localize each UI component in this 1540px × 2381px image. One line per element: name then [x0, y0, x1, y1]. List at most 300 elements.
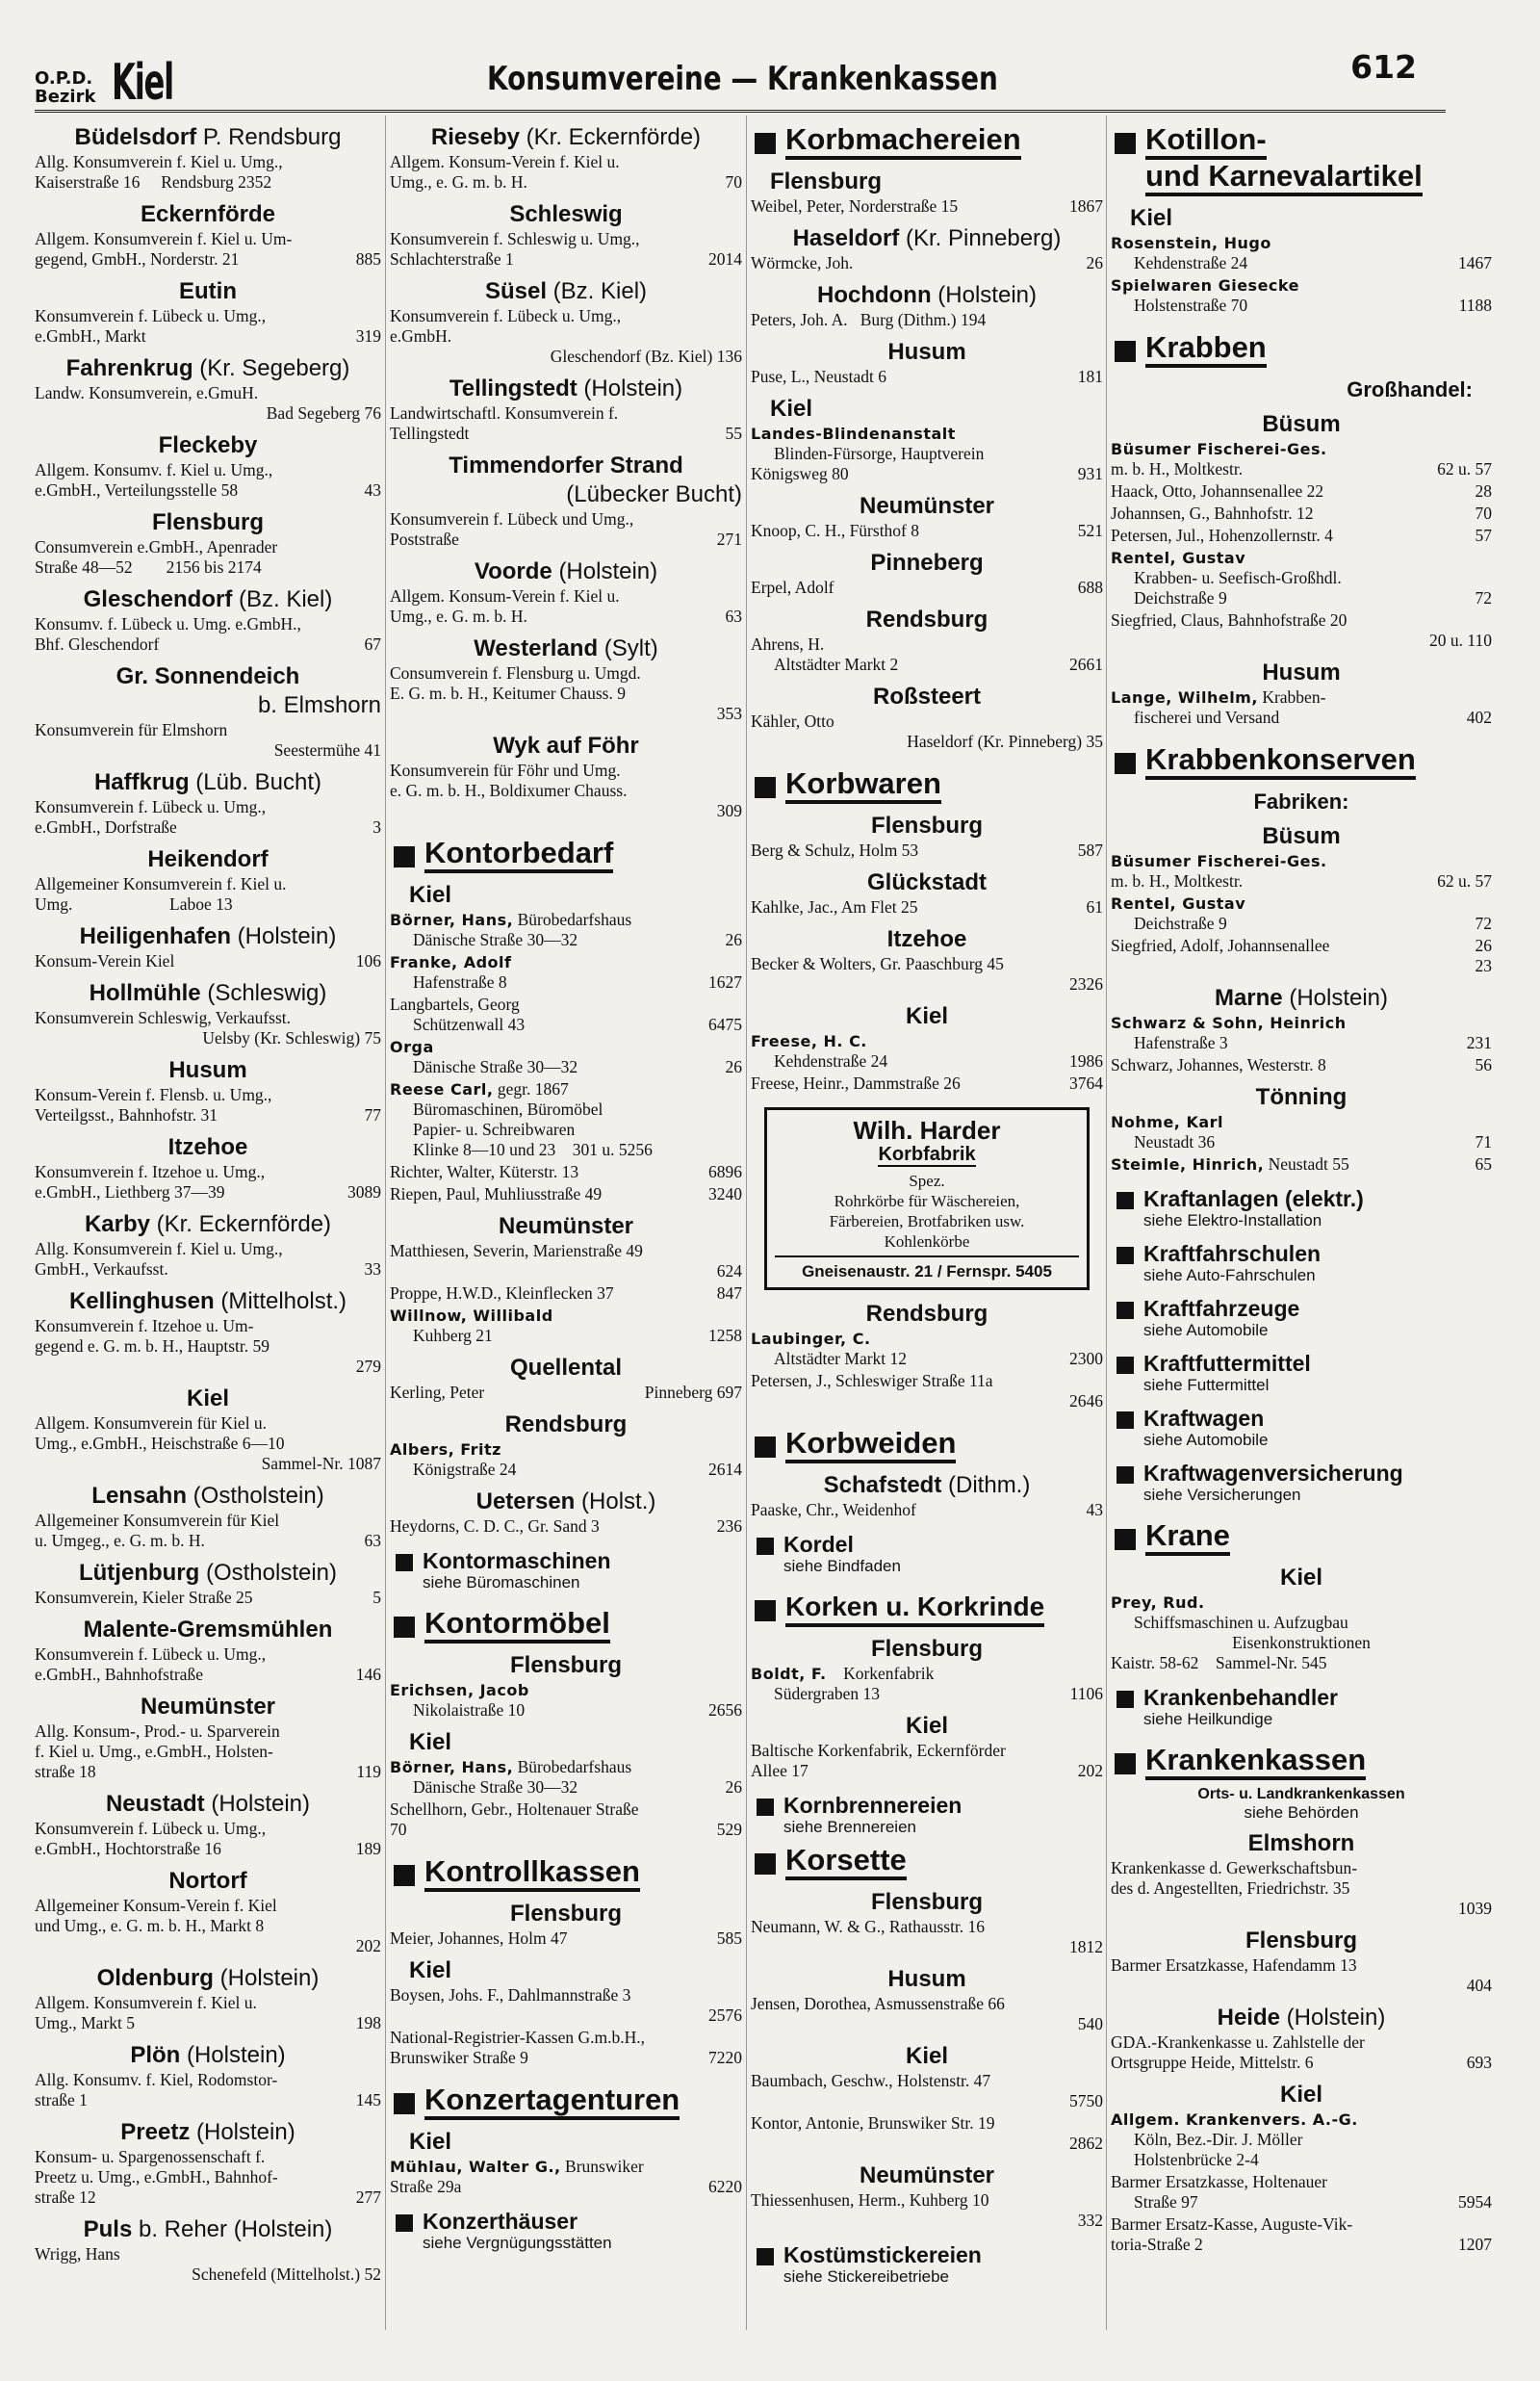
entry: Freese, Heinr., Dammstraße 26 3764	[751, 1074, 1103, 1093]
section-krane	[1111, 1519, 1492, 1556]
entry: Jensen, Dorothea, Asmussenstraße 66 540	[751, 1994, 1103, 2033]
section-kraftfuttermittel	[1111, 1351, 1492, 1376]
entry: Becker & Wolters, Gr. Paaschburg 45 2326	[751, 954, 1103, 994]
column-3	[751, 123, 1103, 2290]
entry: Nohme, Karl Neustadt 36 71	[1111, 1113, 1492, 1152]
entry: Weibel, Peter, Norderstraße 15 1867	[751, 196, 1103, 216]
town-heading: Gleschendorf (Bz. Kiel)	[83, 586, 333, 612]
section-kontorbedarf	[390, 837, 742, 873]
column-divider	[746, 116, 747, 2330]
section-title: Kontorbedarf	[424, 837, 613, 873]
advertisement-box	[764, 1107, 1090, 1290]
entry: Konsumv. f. Lübeck u. Umg. e.GmbH., Bhf. Gleschendorf 67	[35, 614, 381, 654]
entry: Proppe, H.W.D., Kleinflecken 37 847	[390, 1283, 742, 1303]
section-title: Krankenkassen	[1145, 1744, 1366, 1780]
section-square-icon	[757, 1799, 774, 1816]
entry: Barmer Ersatzkasse, Holtenauer Straße 97 5954	[1111, 2172, 1492, 2212]
entry: Allgem. Krankenvers. A.-G. Köln, Bez.-Dir. J. Möller Holstenbrücke 2-4	[1111, 2110, 1358, 2169]
entry: Knoop, C. H., Fürsthof 8 521	[751, 521, 1103, 540]
entry: Kahlke, Jac., Am Flet 25 61	[751, 897, 1103, 917]
town-heading: Flensburg	[509, 1652, 622, 1678]
entry: Rosenstein, Hugo Kehdenstraße 24 1467	[1111, 234, 1492, 272]
section-square-icon	[394, 1617, 415, 1638]
town-heading: Kiel	[409, 2129, 452, 2155]
see-reference: siehe Büromaschinen	[423, 1573, 580, 1592]
entry: Paaske, Chr., Weidenhof 43	[751, 1500, 1103, 1519]
section-korsette	[751, 1844, 1103, 1880]
entry: Haack, Otto, Johannsenallee 22 28	[1111, 481, 1492, 501]
entry: Albers, Fritz Königstraße 24 2614	[390, 1440, 742, 1479]
town-heading: Westerland (Sylt)	[474, 635, 658, 661]
section-square-icon	[1116, 1691, 1134, 1708]
town-heading: Büsum	[1262, 411, 1341, 437]
column-2	[390, 123, 742, 2256]
town-heading: Quellental	[509, 1355, 623, 1381]
section-title-line: und Karnevalartikel	[1145, 160, 1423, 196]
entry: Thiessenhusen, Herm., Kuhberg 10 332	[751, 2190, 1103, 2230]
town-heading: Neumünster	[859, 2162, 995, 2188]
entry: Konsumverein f. Lübeck u. Umg., e.GmbH. Gleschendorf (Bz. Kiel) 136	[390, 306, 742, 366]
see-reference: siehe Automobile	[1143, 1321, 1269, 1339]
town-heading: Husum	[168, 1057, 247, 1083]
town-heading: Karby (Kr. Eckernförde)	[84, 1211, 332, 1237]
town-heading: Roßsteert	[872, 684, 982, 710]
entry: Mühlau, Walter G., Brunswiker Straße 29a 6220	[390, 2157, 742, 2196]
entry: Konsumverein, Kieler Straße 25 5	[35, 1588, 381, 1607]
town-heading-suffix: b. Elmshorn	[257, 692, 381, 718]
page-header	[35, 46, 1424, 114]
entry: Consumverein e.GmbH., Apenrader Straße 48—52 2156 bis 2174	[35, 537, 278, 577]
entry: Konsumverein f. Lübeck u. Umg., e.GmbH., Bahnhofstraße 146	[35, 1644, 381, 1684]
section-square-icon	[1116, 1302, 1134, 1319]
entry: Allg. Konsumverein f. Kiel u. Umg., GmbH., Verkaufsst. 33	[35, 1239, 381, 1279]
section-title: Konzerthäuser	[423, 2209, 578, 2234]
town-heading: Kiel	[905, 1003, 948, 1029]
town-heading: Flensburg	[870, 813, 983, 839]
region-title: Kiel	[112, 54, 173, 112]
town-heading: Nortorf	[168, 1868, 247, 1894]
section-title: Kornbrennereien	[783, 1793, 962, 1818]
entry: Prey, Rud. Schiffsmaschinen u. Aufzugbau Eisenkonstruktionen Kaistr. 58-62 Sammel-Nr. 545	[1111, 1593, 1371, 1672]
see-reference: siehe Versicherungen	[1143, 1486, 1301, 1504]
section-konzerthaeuser	[390, 2209, 742, 2234]
entry: Büsumer Fischerei-Ges. m. b. H., Moltkestr. 62 u. 57	[1111, 852, 1492, 891]
entry: Allgem. Konsumverein f. Kiel u. Um- gegend, GmbH., Norderstr. 21 885	[35, 229, 381, 269]
town-heading-suffix: (Lübecker Bucht)	[566, 481, 742, 507]
bezirk-label: Bezirk	[35, 87, 96, 107]
town-heading: Kiel	[409, 882, 452, 908]
town-heading: Voorde (Holstein)	[474, 558, 658, 584]
entry: GDA.-Krankenkasse u. Zahlstelle der Ortsgruppe Heide, Mittelstr. 6 693	[1111, 2032, 1492, 2072]
ad-line: Kohlenkörbe	[884, 1232, 970, 1251]
town-heading: Timmendorfer Strand	[449, 453, 683, 479]
section-kraftwagen	[1111, 1406, 1492, 1431]
town-heading: Oldenburg (Holstein)	[96, 1965, 320, 1991]
section-square-icon	[394, 846, 415, 867]
town-heading: Kiel	[1279, 1565, 1322, 1591]
town-heading: Uetersen (Holst.)	[475, 1488, 656, 1514]
section-krankenbehandler	[1111, 1685, 1492, 1710]
town-heading: Marne (Holstein)	[1214, 985, 1389, 1011]
section-title: Krabben	[1145, 331, 1267, 368]
see-reference: siehe Stickereibetriebe	[783, 2267, 949, 2286]
section-title: Kostümstickereien	[783, 2242, 982, 2267]
section-title: Krane	[1145, 1519, 1230, 1556]
entry: Allgemeiner Konsum-Verein f. Kiel und Umg., e. G. m. b. H., Markt 8 202	[35, 1896, 381, 1955]
entry: Konsum-Verein f. Flensb. u. Umg., Verteilgsst., Bahnhofstr. 31 77	[35, 1085, 381, 1125]
town-heading: Flensburg	[870, 1636, 983, 1662]
section-kordel	[751, 1532, 1103, 1557]
section-square-icon	[1115, 341, 1136, 362]
section-korbwaren	[751, 767, 1103, 804]
entry: Petersen, Jul., Hohenzollernstr. 4 57	[1111, 526, 1492, 545]
entry: Orga Dänische Straße 30—32 26	[390, 1038, 742, 1076]
section-square-icon	[1116, 1192, 1134, 1209]
town-heading: Haffkrug (Lüb. Bucht)	[93, 769, 322, 795]
town-heading: Kiel	[905, 1713, 948, 1739]
section-title: Kraftfahrzeuge	[1143, 1296, 1300, 1321]
section-square-icon	[755, 1600, 776, 1621]
section-square-icon	[755, 1853, 776, 1875]
entry: Schwarz & Sohn, Heinrich Hafenstraße 3 231	[1111, 1014, 1492, 1052]
entry: Wrigg, Hans Schenefeld (Mittelholst.) 52	[35, 2244, 381, 2284]
sub-heading: Orts- u. Landkrankenkassen	[1197, 1786, 1405, 1802]
column-divider	[1106, 116, 1107, 2330]
town-heading: Rendsburg	[865, 607, 988, 633]
town-heading: Büsum	[1262, 823, 1341, 849]
entry: Siegfried, Adolf, Johannsenallee 23 26	[1111, 936, 1492, 975]
town-heading: Kiel	[905, 2043, 948, 2069]
entry: Berg & Schulz, Holm 53 587	[751, 841, 1103, 860]
entry: Allgemeiner Konsumverein f. Kiel u. Umg. Laboe 13	[35, 874, 287, 914]
town-heading: Hollmühle (Schleswig)	[89, 980, 327, 1006]
entry: Allg. Konsum-, Prod.- u. Sparverein f. Kiel u. Umg., e.GmbH., Holsten- straße 18 119	[35, 1721, 381, 1781]
see-reference: siehe Auto-Fahrschulen	[1143, 1266, 1316, 1284]
section-square-icon	[1115, 1529, 1136, 1550]
section-square-icon	[1115, 753, 1136, 774]
town-heading: Schleswig	[509, 201, 623, 227]
entry: Kähler, Otto Haseldorf (Kr. Pinneberg) 35	[751, 712, 1103, 751]
town-heading: Itzehoe	[167, 1134, 248, 1160]
section-title: Korken u. Korkrinde	[785, 1591, 1044, 1627]
entry: Konsumverein f. Itzehoe u. Um- gegend e. G. m. b. H., Hauptstr. 59 279	[35, 1316, 381, 1376]
town-heading: Fahrenkrug (Kr. Segeberg)	[65, 355, 350, 381]
section-kontrollkassen	[390, 1855, 742, 1892]
section-kontormoebel	[390, 1607, 742, 1643]
town-heading: Rendsburg	[865, 1301, 988, 1327]
town-heading: Heikendorf	[147, 846, 269, 872]
town-heading: Büdelsdorf P. Rendsburg	[74, 124, 342, 150]
section-kontormaschinen	[390, 1548, 742, 1573]
entry: Langbartels, Georg Schützenwall 43 6475	[390, 995, 742, 1034]
entry: Konsumverein f. Schleswig u. Umg., Schlachterstraße 1 2014	[390, 229, 742, 269]
town-heading: Neustadt (Holstein)	[105, 1791, 311, 1817]
entry: Riepen, Paul, Muhliusstraße 49 3240	[390, 1184, 742, 1203]
town-heading: Neumünster	[498, 1213, 634, 1239]
town-heading: Husum	[887, 1966, 966, 1992]
entry: Konsumverein f. Lübeck u. Umg., e.GmbH., Markt 319	[35, 306, 381, 346]
section-title: Kraftwagenversicherung	[1143, 1461, 1403, 1486]
town-heading: Haseldorf (Kr. Pinneberg)	[792, 225, 1062, 251]
entry: Baltische Korkenfabrik, Eckernförder Allee 17 202	[751, 1741, 1103, 1780]
entry: Konsumverein f. Lübeck u. Umg., e.GmbH., Dorfstraße 3	[35, 797, 381, 837]
section-title: Kraftfahrschulen	[1143, 1241, 1322, 1266]
entry: Allgem. Konsumverein f. Kiel u. Umg., Markt 5 198	[35, 1993, 381, 2032]
town-heading: Fleckeby	[158, 432, 258, 458]
section-korbweiden	[751, 1427, 1103, 1463]
entry: Landwirtschaftl. Konsumverein f. Tellingstedt 55	[390, 403, 742, 443]
entry: Reese Carl, gegr. 1867 Büromaschinen, Büromöbel Papier- u. Schreibwaren Klinke 8—10 und 23 301 u. 5256	[390, 1079, 653, 1159]
town-heading: Hochdonn (Holstein)	[816, 282, 1037, 308]
entry: Petersen, J., Schleswiger Straße 11a 2646	[751, 1371, 1103, 1410]
town-heading: Tellingstedt (Holstein)	[449, 375, 683, 401]
town-heading: Neumünster	[859, 493, 995, 519]
see-reference: siehe Behörden	[1244, 1803, 1359, 1822]
entry: Richter, Walter, Küterstr. 13 6896	[390, 1162, 742, 1181]
entry: Rentel, Gustav Deichstraße 9 72	[1111, 894, 1492, 933]
entry: Konsumverein f. Itzehoe u. Umg., e.GmbH., Liethberg 37—39 3089	[35, 1162, 381, 1202]
section-title: Korbweiden	[785, 1427, 956, 1463]
section-square-icon	[757, 1538, 774, 1555]
entry: National-Registrier-Kassen G.m.b.H., Brunswiker Straße 9 7220	[390, 2028, 742, 2067]
town-heading: Gr. Sonnendeich	[116, 663, 300, 689]
entry: Büsumer Fischerei-Ges. m. b. H., Moltkestr. 62 u. 57	[1111, 440, 1492, 479]
town-heading: Elmshorn	[1247, 1830, 1355, 1856]
town-heading: Kiel	[409, 1729, 452, 1755]
town-heading: Preetz (Holstein)	[120, 2119, 295, 2145]
section-title-line: Kotillon-	[1145, 123, 1267, 160]
page-title: Konsumvereine — Krankenkassen	[487, 60, 998, 98]
town-heading: Malente-Gremsmühlen	[83, 1617, 333, 1643]
ad-line: Rohrkörbe für Wäschereien,	[834, 1192, 1020, 1210]
section-title: Kordel	[783, 1532, 854, 1557]
entry: Consumverein f. Flensburg u. Umgd. E. G. m. b. H., Keitumer Chauss. 9 353	[390, 663, 742, 723]
section-square-icon	[755, 133, 776, 154]
column-divider	[385, 116, 386, 2330]
ad-company-type: Korbfabrik	[878, 1144, 976, 1165]
section-square-icon	[1116, 1247, 1134, 1264]
entry: Konsumverein f. Lübeck u. Umg., e.GmbH., Hochtorstraße 16 189	[35, 1819, 381, 1858]
entry: Neumann, W. & G., Rathausstr. 16 1812	[751, 1917, 1103, 1956]
entry: Boldt, F. Korkenfabrik Südergraben 13 1106	[751, 1664, 1103, 1703]
sub-heading: Fabriken:	[1253, 789, 1349, 814]
section-kotillon	[1111, 123, 1492, 196]
entry: Allgem. Konsumv. f. Kiel u. Umg., e.GmbH., Verteilungsstelle 58 43	[35, 460, 381, 500]
town-heading: Süsel (Bz. Kiel)	[484, 278, 648, 304]
section-square-icon	[757, 2248, 774, 2265]
town-heading: Lütjenburg (Ostholstein)	[78, 1560, 338, 1586]
see-reference: siehe Heilkundige	[1143, 1710, 1273, 1728]
town-heading: Kiel	[1279, 2082, 1322, 2108]
entry: Meier, Johannes, Holm 47 585	[390, 1928, 742, 1948]
entry: Steimle, Hinrich, Neustadt 55 65	[1111, 1154, 1492, 1174]
town-heading: Flensburg	[770, 168, 883, 194]
section-kraftwagenversicherung	[1111, 1461, 1492, 1486]
entry: Kontor, Antonie, Brunswiker Str. 19 2862	[751, 2113, 1103, 2153]
entry: Landes-Blindenanstalt Blinden-Fürsorge, Hauptverein Königsweg 80 931	[751, 425, 1103, 483]
see-reference: siehe Bindfaden	[783, 1557, 901, 1575]
entry: Börner, Hans, Bürobedarfshaus Dänische Straße 30—32 26	[390, 1757, 742, 1797]
entry: Schellhorn, Gebr., Holtenauer Straße 70 529	[390, 1799, 742, 1839]
entry: Willnow, Willibald Kuhberg 21 1258	[390, 1307, 742, 1345]
section-kraftfahrzeuge	[1111, 1296, 1492, 1321]
section-title: Kontormaschinen	[423, 1548, 611, 1573]
section-square-icon	[755, 1436, 776, 1458]
town-heading: Heiligenhafen (Holstein)	[79, 923, 337, 949]
see-reference: siehe Vergnügungsstätten	[423, 2234, 612, 2252]
section-title: Krabbenkonserven	[1145, 743, 1416, 780]
entry: Erichsen, Jacob Nikolaistraße 10 2656	[390, 1681, 742, 1720]
entry: Erpel, Adolf 688	[751, 578, 1103, 597]
entry: Barmer Ersatzkasse, Hafendamm 13 404	[1111, 1955, 1492, 1995]
section-square-icon	[394, 1865, 415, 1886]
section-title: Kraftwagen	[1143, 1406, 1265, 1431]
section-title: Korbmachereien	[785, 123, 1021, 160]
entry: Siegfried, Claus, Bahnhofstraße 20 20 u. 110	[1111, 610, 1492, 650]
section-krabben	[1111, 331, 1492, 368]
entry: Baumbach, Geschw., Holstenstr. 47 5750	[751, 2071, 1103, 2110]
entry: Konsumverein f. Lübeck und Umg., Poststraße 271	[390, 509, 742, 549]
ad-line: Färbereien, Brotfabriken usw.	[829, 1212, 1025, 1230]
entry: Freese, H. C. Kehdenstraße 24 1986	[751, 1032, 1103, 1071]
see-reference: siehe Automobile	[1143, 1431, 1269, 1449]
section-krankenkassen	[1111, 1744, 1492, 1780]
town-heading: Kiel	[770, 396, 813, 422]
town-heading: Plön (Holstein)	[130, 2042, 286, 2068]
entry: Matthiesen, Severin, Marienstraße 49 624	[390, 1241, 742, 1281]
ad-phone: Gneisenaustr. 21 / Fernspr. 5405	[775, 1255, 1079, 1281]
entry: Landw. Konsumverein, e.GmuH. Bad Segeberg 76	[35, 383, 381, 423]
town-heading: Heide (Holstein)	[1217, 2005, 1386, 2031]
section-title: Korsette	[785, 1844, 907, 1880]
section-title: Kraftfuttermittel	[1143, 1351, 1311, 1376]
entry: Börner, Hans, Bürobedarfshaus Dänische Straße 30—32 26	[390, 910, 742, 949]
town-heading: Rendsburg	[504, 1411, 628, 1437]
town-heading: Flensburg	[1245, 1928, 1357, 1954]
sub-heading: Großhandel:	[1347, 377, 1473, 401]
entry: Wörmcke, Joh. 26	[751, 253, 1103, 272]
town-heading: Flensburg	[151, 509, 264, 535]
section-title: Konzertagenturen	[424, 2083, 680, 2120]
entry: Puse, L., Neustadt 6 181	[751, 367, 1103, 386]
entry: Allgem. Konsum-Verein f. Kiel u. Umg., e. G. m. b. H. 63	[390, 586, 742, 626]
header-rule	[35, 110, 1446, 113]
entry: Krankenkasse d. Gewerkschaftsbun- des d. Angestellten, Friedrichstr. 35 1039	[1111, 1858, 1492, 1918]
section-square-icon	[1116, 1466, 1134, 1484]
town-heading: Lensahn (Ostholstein)	[91, 1483, 324, 1509]
town-heading: Rieseby (Kr. Eckernförde)	[430, 124, 702, 150]
entry: Johannsen, G., Bahnhofstr. 12 70	[1111, 504, 1492, 523]
town-heading: Tönning	[1255, 1084, 1348, 1110]
section-konzertagenturen	[390, 2083, 742, 2120]
section-square-icon	[755, 777, 776, 798]
entry: Allg. Konsumv. f. Kiel, Rodomstor- straße 1 145	[35, 2070, 381, 2109]
town-heading: Kiel	[1130, 205, 1173, 231]
district-label	[35, 69, 95, 106]
town-heading: Puls b. Reher (Holstein)	[83, 2216, 333, 2242]
section-title	[1145, 123, 1423, 196]
entry: Allgem. Konsum-Verein f. Kiel u. Umg., e. G. m. b. H. 70	[390, 152, 742, 192]
entry: Allg. Konsumverein f. Kiel u. Umg., Kaiserstraße 16 Rendsburg 2352	[35, 152, 283, 192]
section-square-icon	[1116, 1357, 1134, 1374]
entry: Laubinger, C. Altstädter Markt 12 2300	[751, 1330, 1103, 1368]
town-heading: Kellinghusen (Mittelholst.)	[68, 1288, 347, 1314]
town-heading: Flensburg	[509, 1901, 622, 1927]
town-heading: Itzehoe	[886, 926, 967, 952]
section-kostuemstickereien	[751, 2242, 1103, 2267]
see-reference: siehe Elektro-Installation	[1143, 1211, 1322, 1229]
entry: Konsumverein für Elmshorn Seestermühe 41	[35, 720, 381, 760]
section-square-icon	[1115, 133, 1136, 154]
entry: Boysen, Johs. F., Dahlmannstraße 3 2576	[390, 1985, 742, 2025]
section-square-icon	[394, 2093, 415, 2114]
page-number: 612	[1350, 48, 1417, 86]
section-kraftfahrschulen	[1111, 1241, 1492, 1266]
entry: Ahrens, H. Altstädter Markt 2 2661	[751, 634, 1103, 674]
see-reference: siehe Futtermittel	[1143, 1376, 1270, 1394]
section-kornbrennereien	[751, 1793, 1103, 1818]
town-heading: Flensburg	[870, 1889, 983, 1915]
opd-label: O.P.D.	[35, 68, 93, 89]
entry: Heydorns, C. D. C., Gr. Sand 3 236	[390, 1516, 742, 1536]
entry: Allgem. Konsumverein für Kiel u. Umg., e.GmbH., Heischstraße 6—10 Sammel-Nr. 1087	[35, 1413, 381, 1473]
see-reference: siehe Brennereien	[783, 1818, 916, 1836]
entry: Schwarz, Johannes, Westerstr. 8 56	[1111, 1055, 1492, 1074]
entry: Lange, Wilhelm, Krabben- fischerei und Versand 402	[1111, 687, 1492, 727]
column-4	[1111, 123, 1492, 2257]
town-heading: Schafstedt (Dithm.)	[823, 1472, 1031, 1498]
section-square-icon	[1115, 1753, 1136, 1774]
town-heading: Kiel	[409, 1957, 452, 1983]
town-heading: Husum	[1262, 660, 1341, 686]
section-square-icon	[1116, 1411, 1134, 1429]
town-heading: Husum	[887, 339, 966, 365]
section-title: Kraftanlagen (elektr.)	[1143, 1186, 1364, 1211]
section-title: Korbwaren	[785, 767, 941, 804]
column-1	[35, 123, 381, 2287]
town-heading: Kiel	[186, 1385, 229, 1411]
section-korken	[751, 1591, 1103, 1627]
entry: Allgemeiner Konsumverein für Kiel u. Umgeg., e. G. m. b. H. 63	[35, 1511, 381, 1550]
ad-company-name: Wilh. Harder	[853, 1116, 1001, 1145]
entry: Konsumverein Schleswig, Verkaufsst. Uelsby (Kr. Schleswig) 75	[35, 1008, 381, 1048]
entry: Barmer Ersatz-Kasse, Auguste-Vik- toria-Straße 2 1207	[1111, 2214, 1492, 2254]
entry: Spielwaren Giesecke Holstenstraße 70 1188	[1111, 276, 1492, 315]
town-heading: Pinneberg	[870, 550, 984, 576]
entry: Konsumverein für Föhr und Umg. e. G. m. b. H., Boldixumer Chauss. 309	[390, 761, 742, 820]
entry: Rentel, Gustav Krabben- u. Seefisch-Großhdl. Deichstraße 9 72	[1111, 549, 1492, 608]
section-kraftanlagen	[1111, 1186, 1492, 1211]
entry: Konsum-Verein Kiel 106	[35, 951, 381, 971]
section-korbmachereien	[751, 123, 1103, 160]
section-title: Kontrollkassen	[424, 1855, 640, 1892]
section-title: Kontormöbel	[424, 1607, 610, 1643]
entry: Peters, Joh. A. Burg (Dithm.) 194	[751, 310, 987, 329]
town-heading: Neumünster	[140, 1694, 276, 1720]
town-heading: Eutin	[179, 278, 237, 304]
section-title: Krankenbehandler	[1143, 1685, 1338, 1710]
town-heading: Glückstadt	[866, 869, 988, 895]
entry: Franke, Adolf Hafenstraße 8 1627	[390, 953, 742, 992]
section-square-icon	[396, 1554, 413, 1571]
entry: Kerling, Peter Pinneberg 697	[390, 1383, 742, 1402]
section-square-icon	[396, 2214, 413, 2232]
section-krabbenkonserven	[1111, 743, 1492, 780]
town-heading: Wyk auf Föhr	[493, 733, 639, 759]
town-heading: Eckernförde	[140, 201, 276, 227]
ad-line: Spez.	[909, 1172, 945, 1190]
entry: Konsum- u. Spargenossenschaft f. Preetz u. Umg., e.GmbH., Bahnhof- straße 12 277	[35, 2147, 381, 2207]
